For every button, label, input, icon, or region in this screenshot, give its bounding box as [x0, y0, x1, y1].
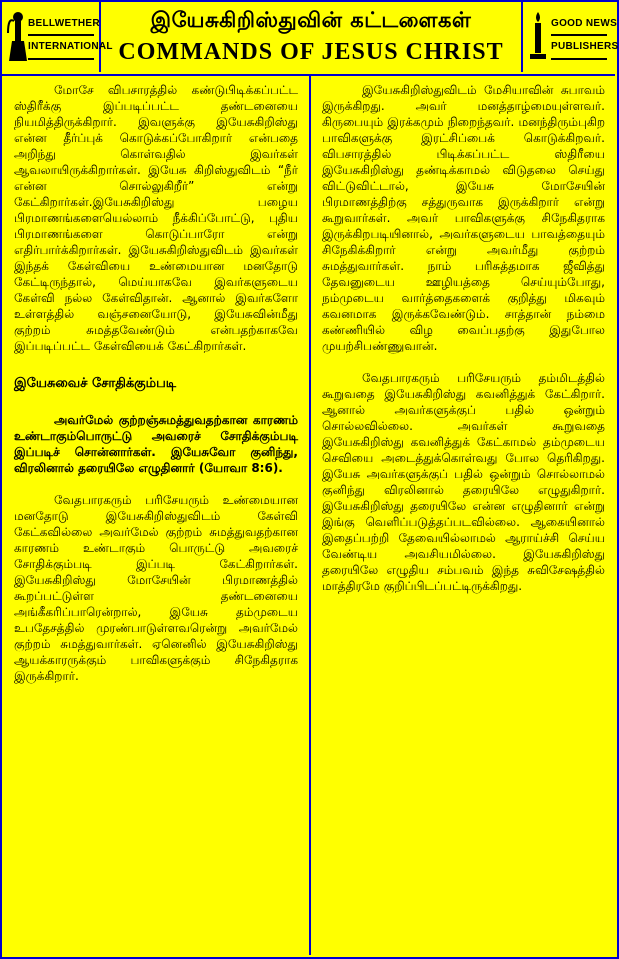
- bellwether-logo-text: BELLWETHER INTERNATIONAL: [28, 18, 113, 52]
- left-column: [14, 82, 298, 700]
- column-divider: [309, 76, 311, 955]
- good-news-logo: [521, 2, 619, 72]
- section-heading: இயேசுவைச் சோதிக்கும்படி: [14, 376, 177, 391]
- candle-icon: [527, 10, 549, 64]
- title-tamil: இயேசுகிறிஸ்துவின் கட்டளைகள்: [150, 8, 472, 32]
- good-news-logo-text: GOOD NEWS PUBLISHERS: [551, 18, 619, 52]
- right-column: [322, 82, 605, 610]
- shepherd-icon: [6, 11, 28, 63]
- page-header: [0, 0, 619, 76]
- left-paragraph-1: மோசே விபசாரத்தில் கண்டுபிடிக்கப்பட்ட ஸ்திரீக்கு இப்படிப்பட்ட தண்டனையை நியமித்திருக்கிறார். இவளுக்கு இயேசுகிறிஸ்து என்ன தீர்ப்புக் கொடுக்கப்போகிறார் என்பதை அறிந்து கொள்வதில் இவர்கள் ஆவலாயிருக்கிறார்கள். இயேசு கிறிஸ்துவிடம் “நீர் என்ன சொல்லுகிறீர்” என்று கேட்கிறார்கள்.இயேசுகிறிஸ்து பழைய பிரமாணங்களையெல்லாம் நீக்கிப்போட்டு, புதிய பிரமாணங்களை கொடுப்பாரோ என்று எதிர்பார்க்கிறார்கள். இயேசுகிறிஸ்துவிடம் இவர்கள் இந்தக் கேள்வியை உண்மையான மனதோடு கேட்டிருந்தால், மெய்யாகவே இவர்களுடைய கேள்வி நல்ல கேள்விதான். ஆனால் இவர்களோ உள்ளத்தில் வஞ்சனையோடு, இயேசுவின்மீது குற்றம் சுமத்தவேண்டும் என்பதற்காகவே இப்படிப்பட்ட கேள்வியைக் கேட்கிறார்கள்.: [14, 83, 298, 353]
- scripture-verse: அவர்மேல் குற்றஞ்சுமத்துவதற்கான காரணம் உண்டாகும்பொருட்டு அவரைச் சோதிக்கும்படி இப்படிச் சொன்னார்கள். இயேசுவோ குனிந்து, விரலினால் தரையிலே எழுதினார் (யோவா 8:6).: [14, 413, 298, 475]
- left-paragraph-2: வேதபாரகரும் பரிசேயரும் உண்மையான மனதோடு இயேசுகிறிஸ்துவிடம் கேள்வி கேட்கவில்லை அவர்மேல் குற்றம் சுமத்துவதற்கான காரணம் உண்டாகும் பொருட்டு அவரைச் சோதிக்கும்படி இப்படி கேட்கிறார்கள். இயேசுகிறிஸ்து மோசேயின் பிரமாணத்தில் கூறப்பட்டுள்ள தண்டனையை அங்கீகரிப்பாரென்றால், இயேசு தம்முடைய உபதேசத்தில் முரண்பாடுள்ளவரென்று அவர்மேல் குற்றம் சுமத்துவார்கள். ஏனெனில் இயேசுகிறிஸ்து ஆயக்காரருக்கும் பாவிகளுக்கும் சிநேகிதராக இருக்கிறார்.: [14, 493, 298, 683]
- title-block: [102, 2, 520, 72]
- bellwether-logo: [2, 2, 113, 72]
- right-paragraph-2: வேதபாரகரும் பரிசேயரும் தம்மிடத்தில் கூறுவதை இயேசுகிறிஸ்து கவனித்துக் கேட்கிறார். ஆனால் அவர்களுக்குப் பதில் ஒன்றும் சொல்லவில்லை. அவர்கள் கூறுவதை இயேசுகிறிஸ்து கவனித்துக் கேட்காமல் தம்முடைய செவியை அடைத்துக்கொள்வது போல தெரிகிறது. இயேசு அவர்களுக்குப் பதில் ஒன்றும் சொல்லாமல் குனிந்து விரலினால் தரையிலே எழுதுகிறார். இயேசுகிறிஸ்து தரையிலே என்ன எழுதினார் என்று இங்கு வெளிப்படுத்தப்படவில்லை. ஆகையினால் இதைப்பற்றி தேவையில்லாமல் ஆராய்ச்சி செய்ய வேண்டிய அவசியமில்லை. இயேசுகிறிஸ்து தரையிலே எழுதிய சம்பவம் இந்த சுவிசேஷத்தில் மாத்திரமே குறிப்பிடப்பட்டிருக்கிறது.: [322, 371, 605, 593]
- title-english: COMMANDS OF JESUS CHRIST: [118, 39, 504, 65]
- right-paragraph-1: இயேசுகிறிஸ்துவிடம் மேசியாவின் சுபாவம் இருக்கிறது. அவர் மனத்தாழ்மையுள்ளவர். கிருபையும் இரக்கமும் நிறைந்தவர். மனந்திரும்புகிற பாவிகளுக்கு இரட்சிப்பைக் கொடுக்கிறவர். விபசாரத்தில் பிடிக்கப்பட்ட ஸ்திரீயை இயேசுகிறிஸ்து தண்டிக்காமல் விடுதலை செய்து விட்டுவிட்டால், இயேசு மோசேயின் பிரமாணத்திற்கு சத்துருவாக இருக்கிறார் என்று கூறுவார்கள். அவர் பாவிகளுக்கு சிநேகிதராக இருக்கிறபடியினால், அவர்களுடைய பாவத்தையும் சிநேகிக்கிறார் என்று அவர்மீது குற்றம் சுமத்துவார்கள். நாம் பரிசுத்தமாக ஜீவித்து தேவனுடைய ஊழியத்தை செய்யும்போது, நம்முடைய வார்த்தைகளைக் குறித்து மிகவும் கவனமாக இருக்கவேண்டும். சாத்தான் நம்மை கண்ணியில் விழ வைப்பதற்கு இதுபோல முயற்சிபண்ணுவான்.: [322, 83, 605, 353]
